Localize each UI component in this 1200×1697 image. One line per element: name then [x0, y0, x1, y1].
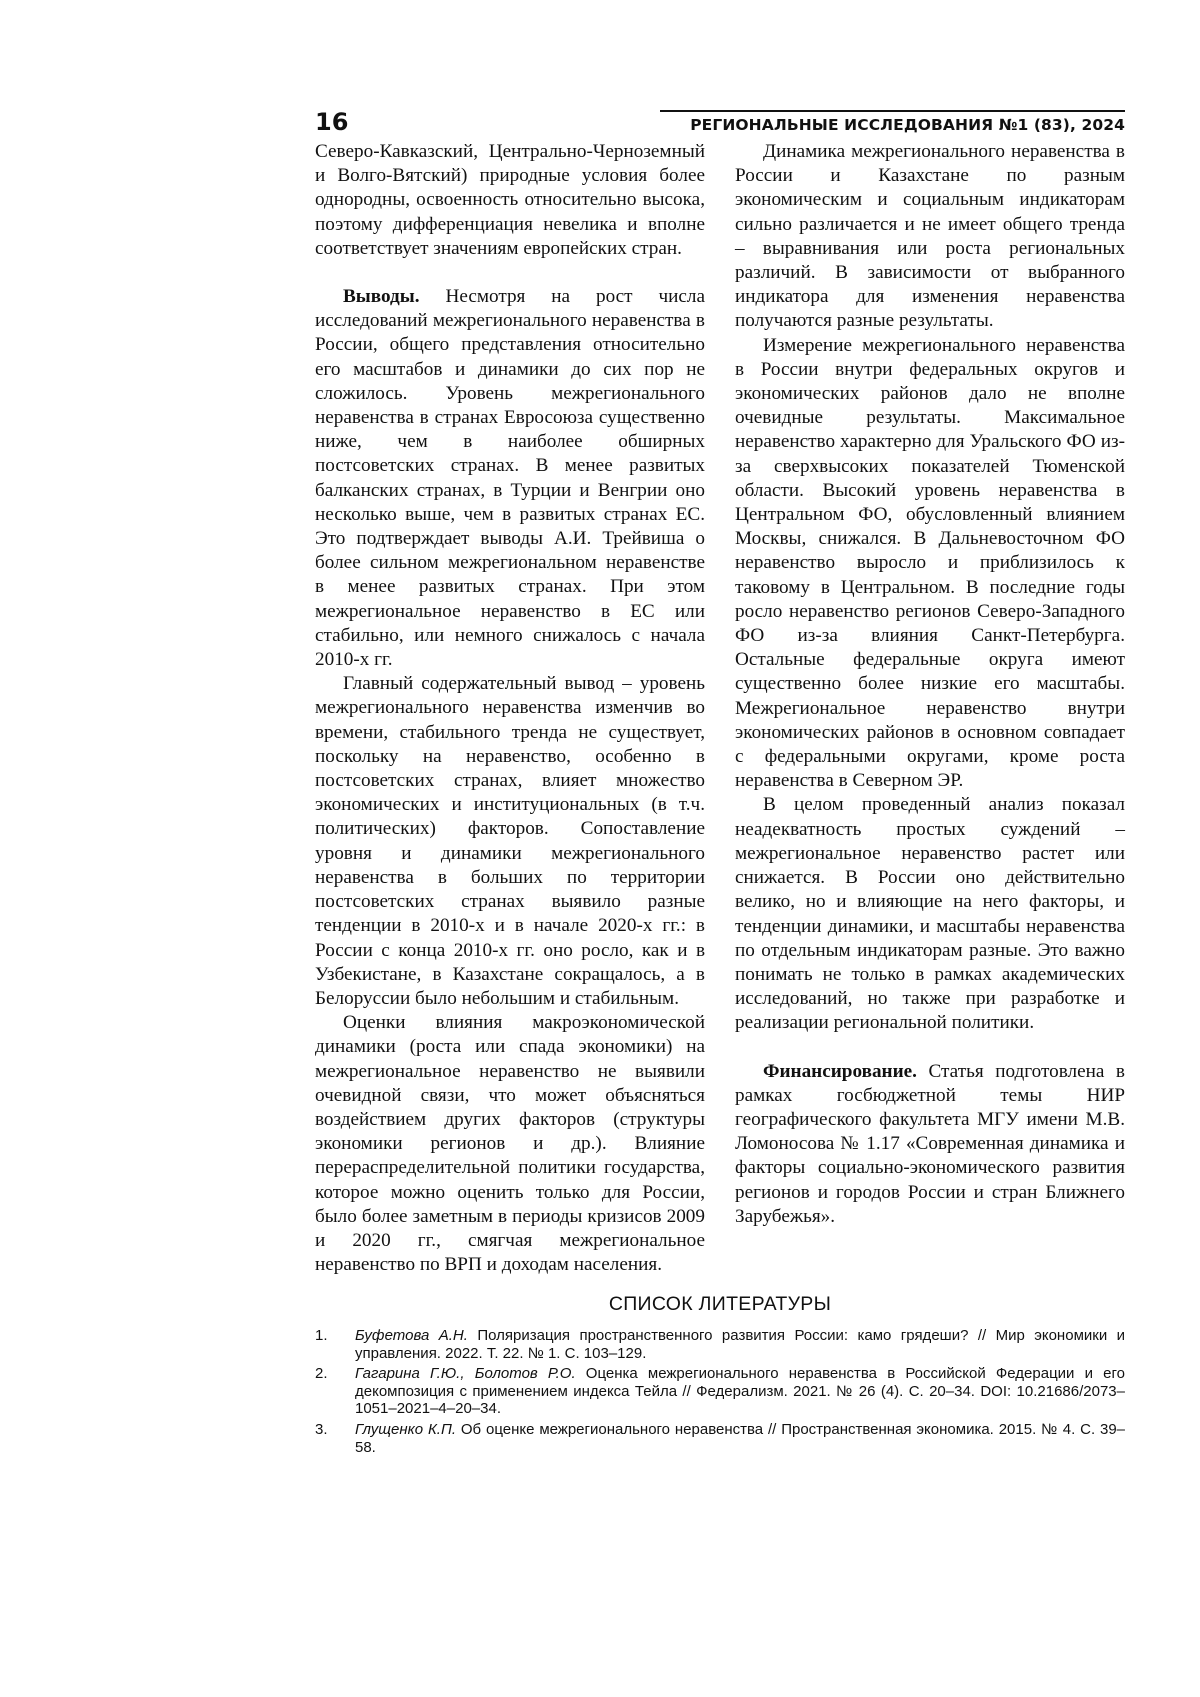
header-rule [660, 110, 1125, 112]
reference-authors: Глущенко К.П. [355, 1420, 456, 1438]
page-number: 16 [315, 108, 349, 136]
reference-number: 2. [315, 1365, 328, 1383]
paragraph-text: Несмотря на рост числа исследований межрегионального неравенства в России, общего представления относительно его масштабов и динамики до сих пор не сложилось. Уровень межрегионального неравенства в странах Евросоюза существенно ниже, чем в наиболее обширных постсоветских странах. В менее развитых балканских странах, в Турции и Венгрии оно несколько выше, чем в развитых странах ЕС. Это подтверждает выводы А.И. Трейвиша о более сильном межрегиональном неравенстве в менее развитых странах. При этом межрегиональное неравенство в ЕС или стабильно, или немного снижалось с начала 2010-х гг. [315, 286, 705, 671]
conclusions-paragraph [315, 285, 705, 672]
reference-text: Поляризация пространственного развития России: камо грядеши? // Мир экономики и управления. 2022. Т. 22. № 1. С. 103–129. [355, 1327, 1125, 1362]
paragraph: Динамика межрегионального неравенства в России и Казахстане по разным экономическим и социальным индикаторам сильно различается и не имеет общего тренда – выравнивания или роста региональных различий. В зависимости от выбранного индикатора для изменения неравенства получаются разные результаты. [735, 141, 1125, 332]
reference-authors: Гагарина Г.Ю., Болотов Р.О. [355, 1365, 576, 1383]
reference-number: 3. [315, 1420, 328, 1438]
left-column [315, 140, 705, 1277]
reference-text: Об оценке межрегионального неравенства // Пространственная экономика. 2015. № 4. С. 39–58. [355, 1420, 1126, 1456]
paragraph: Северо-Кавказский, Центрально-Черноземный и Волго-Вятский) природные условия более однородны, освоенность относительно высока, поэтому дифференциация невелика и вполне соответствует значениям европейских стран. [315, 141, 705, 259]
reference-item [315, 1421, 1125, 1456]
funding-heading: Финансирование. [763, 1060, 917, 1082]
reference-number: 1. [315, 1327, 328, 1344]
references-title: СПИСОК ЛИТЕРАТУРЫ [608, 1293, 832, 1315]
journal-title: РЕГИОНАЛЬНЫЕ ИССЛЕДОВАНИЯ №1 (83), 2024 [690, 116, 1125, 134]
paragraph: В целом проведенный анализ показал неадекватность простых суждений – межрегиональное неравенство растет или снижается. В России оно действительно велико, но и влияющие на него факторы, и тенденции динамики, и масштабы неравенства по отдельным индикаторам разные. Это важно понимать не только в рамках академических исследований, но также при разработке и реализации региональной политики. [735, 794, 1125, 1034]
paragraph: Главный содержательный вывод – уровень межрегионального неравенства изменчив во времени, стабильного тренда не существует, поскольку на неравенство, особенно в постсоветских странах, влияет множество экономических и институциональных (в т.ч. политических) факторов. Сопоставление уровня и динамики межрегионального неравенства в больших по территории постсоветских странах выявило разные тенденции в 2010-х и в начале 2020-х гг.: в России с конца 2010-х гг. оно росло, как и в Узбекистане, в Казахстане сокращалось, а в Белоруссии было небольшим и стабильным. [315, 673, 705, 1009]
paragraph-text: Статья подготовлена в рамках госбюджетной темы НИР географического факультета МГУ имени М.В. Ломоносова № 1.17 «Современная динамика и факторы социально-экономического развития регионов и городов России и стран Ближнего Зарубежья». [735, 1060, 1125, 1227]
references-list [315, 1327, 1125, 1459]
reference-authors: Буфетова А.Н. [355, 1327, 468, 1344]
funding-paragraph [735, 1060, 1125, 1229]
right-column [735, 140, 1125, 1229]
paragraph: Измерение межрегионального неравенства в России внутри федеральных округов и экономических районов дало не вполне очевидные результаты. Максимальное неравенство характерно для Уральского ФО из-за сверхвысоких показателей Тюменской области. Высокий уровень неравенства в Центральном ФО, обусловленный влиянием Москвы, снижался. В Дальневосточном ФО неравенство выросло и приблизилось к таковому в Центральном. В последние годы росло неравенство регионов Северо-Западного ФО из-за влияния Санкт-Петербурга. Остальные федеральные округа имеют существенно более низкие его масштабы. Межрегиональное неравенство внутри экономических районов в основном совпадает с федеральными округами, кроме роста неравенства в Северном ЭР. [735, 334, 1125, 792]
page-header [315, 110, 1125, 140]
reference-item [315, 1365, 1125, 1418]
reference-item [315, 1327, 1125, 1362]
conclusions-heading: Выводы. [343, 286, 420, 308]
paragraph: Оценки влияния макроэкономической динамики (роста или спада экономики) на межрегиональное неравенство не выявили очевидной связи, что может объясняться воздействием других факторов (структуры экономики регионов и др.). Влияние перераспределительной политики государства, которое можно оценить только для России, было более заметным в периоды кризисов 2009 и 2020 гг., смягчая межрегиональное неравенство по ВРП и доходам населения. [315, 1012, 705, 1276]
reference-text: Оценка межрегионального неравенства в Российской Федерации и его декомпозиция с применением индекса Тейла // Федерализм. 2021. № 26 (4). С. 20–34. DOI: 10.21686/2073–1051–2021–4–20–34. [355, 1365, 1125, 1418]
